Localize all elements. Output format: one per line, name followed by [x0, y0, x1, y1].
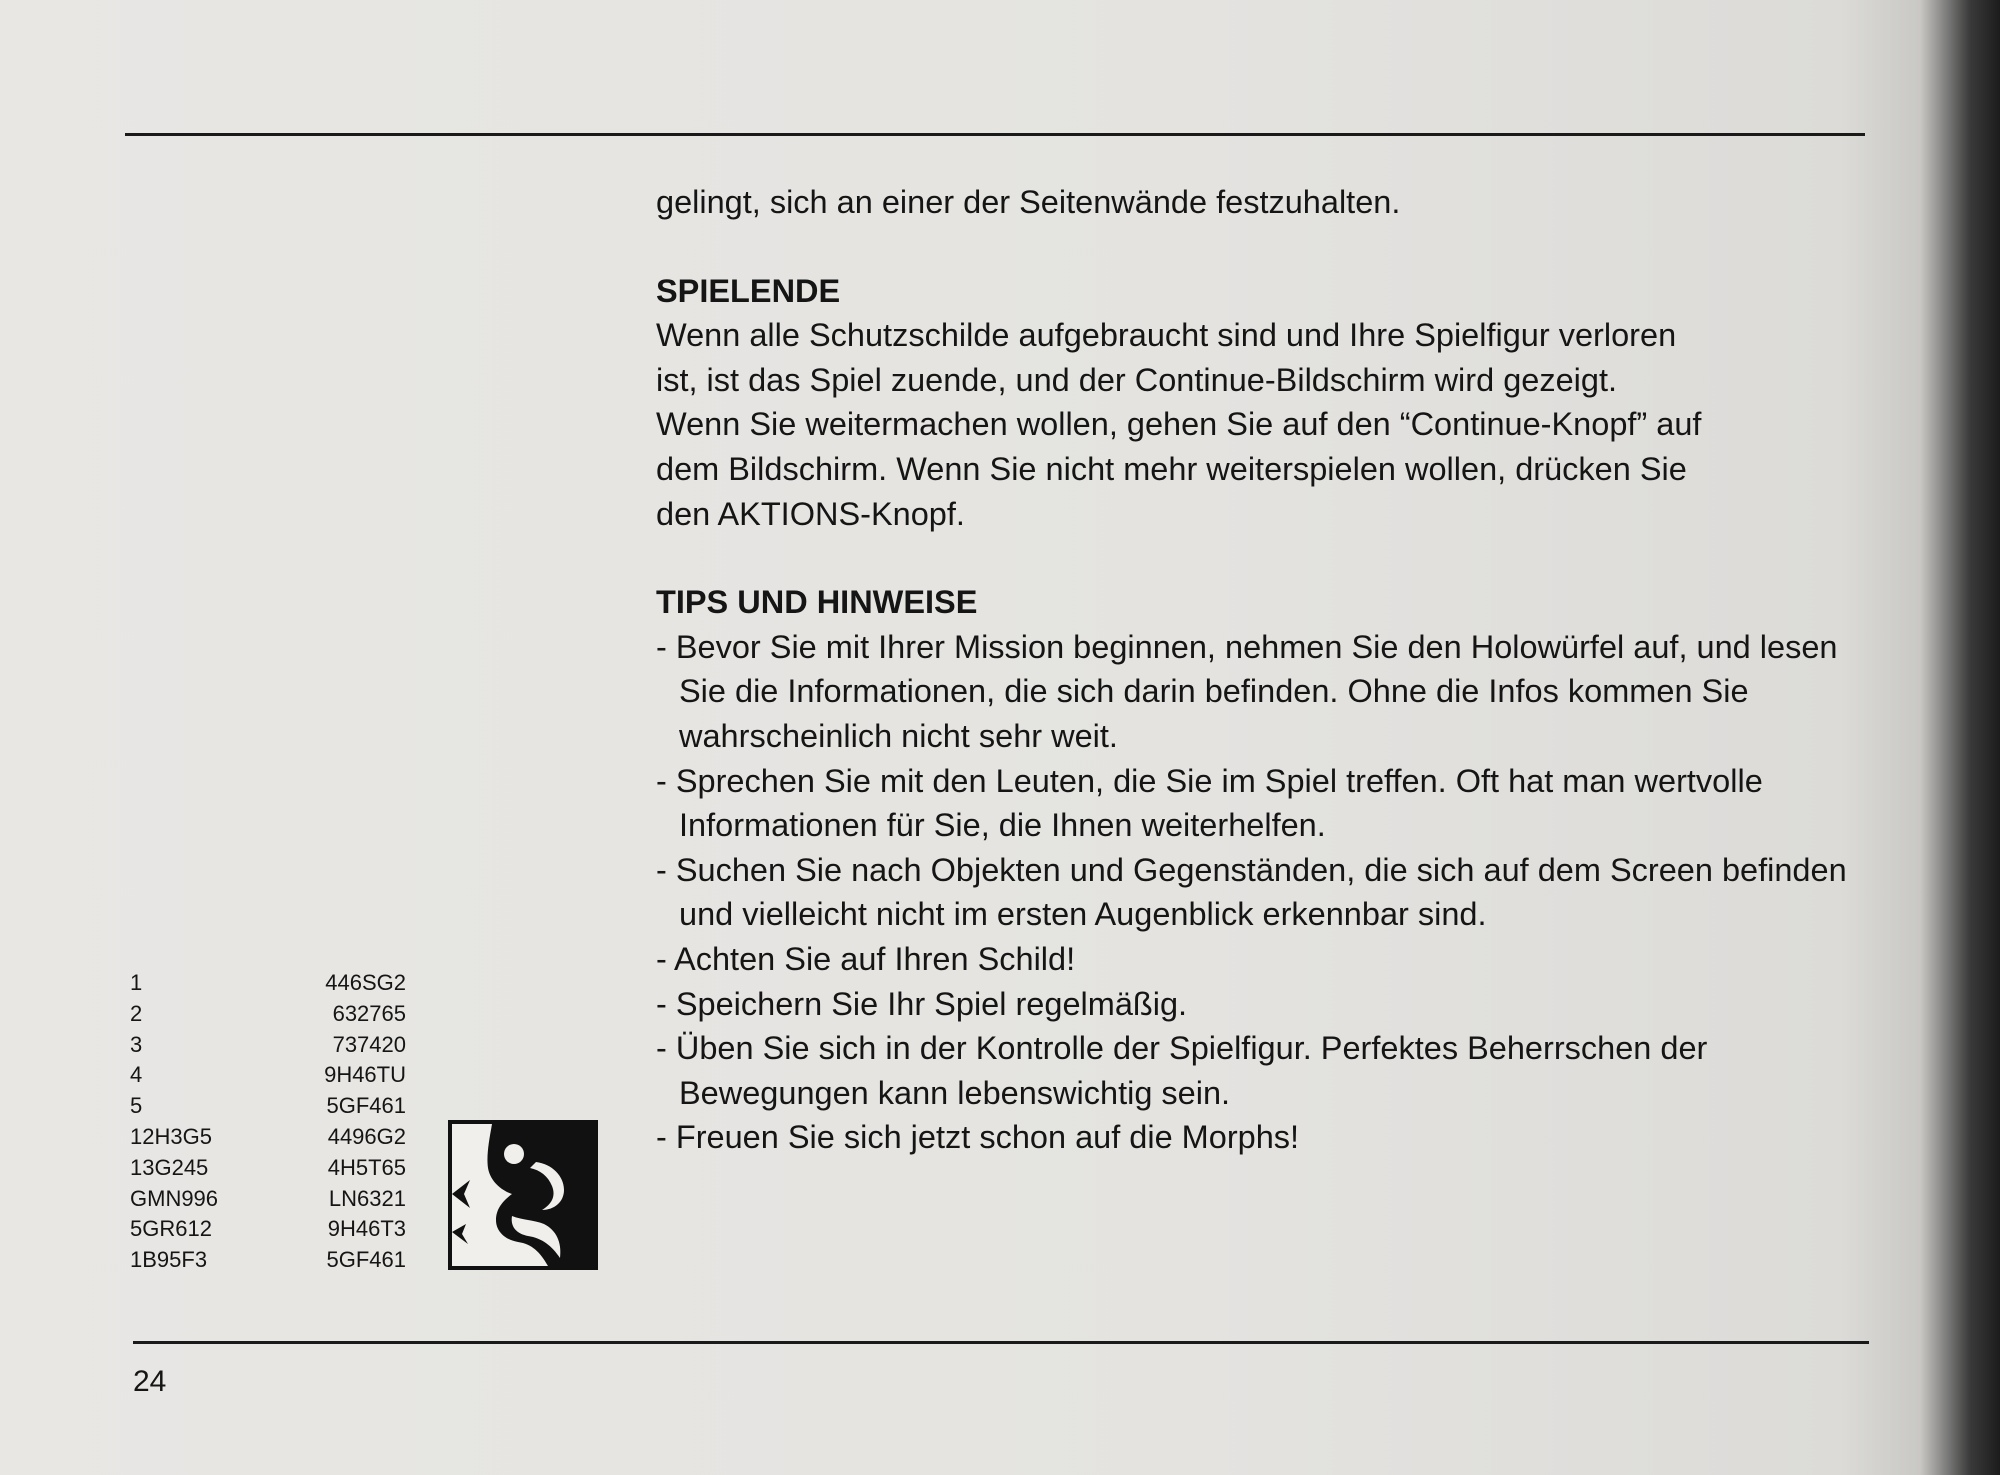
tip-6: - Üben Sie sich in der Kontrolle der Spielfigur. Perfektes Beherrschen der Bewegungen kann lebenswichtig sein. [656, 1030, 1708, 1111]
morph-logo-icon [448, 1120, 598, 1270]
level-code: 4H5T65 [327, 1154, 406, 1180]
main-text-column [656, 180, 1886, 1160]
spielende-line-3: Wenn Sie weitermachen wollen, gehen Sie auf den “Continue-Knopf” auf [656, 406, 1702, 443]
code-row [130, 1030, 406, 1061]
tip-1: - Bevor Sie mit Ihrer Mission beginnen, nehmen Sie den Holowürfel auf, und lesen Sie die Informationen, die sich darin befinden. Ohne die Infos kommen Sie wahrscheinlich nicht sehr weit. [656, 628, 1838, 754]
tip-2: - Sprechen Sie mit den Leuten, die Sie im Spiel treffen. Oft hat man wertvolle Informationen für Sie, die Ihnen weiterhelfen. [656, 762, 1763, 844]
level-number: 2 [130, 1000, 143, 1026]
top-rule [125, 133, 1865, 136]
tip-7: - Freuen Sie sich jetzt schon auf die Morphs! [656, 1119, 1300, 1156]
tip-3: - Suchen Sie nach Objekten und Gegenständen, die sich auf dem Screen befinden und vielleicht nicht im ersten Augenblick erkennbar sind. [656, 851, 1847, 933]
page-number: 24 [133, 1365, 167, 1398]
level-code: 9H46T3 [327, 1216, 406, 1242]
level-code: LN6321 [328, 1185, 406, 1211]
code-row [130, 1091, 406, 1122]
level-code: 5GF461 [326, 1093, 406, 1119]
level-number: 5 [130, 1093, 143, 1119]
level-code: 632765 [332, 1000, 406, 1026]
morph-logo-graphic [452, 1124, 594, 1266]
level-code: 9H46TU [324, 1062, 406, 1088]
tip-4: - Achten Sie auf Ihren Schild! [656, 940, 1076, 977]
code-row [130, 1060, 406, 1091]
spielende-line-4: dem Bildschirm. Wenn Sie nicht mehr weiterspielen wollen, drücken Sie [656, 450, 1687, 487]
level-number: 1 [130, 970, 143, 995]
level-number: 1B95F3 [130, 1247, 208, 1273]
heading-tips: TIPS UND HINWEISE [656, 584, 978, 621]
code-row [130, 1245, 406, 1276]
level-number: 13G245 [130, 1154, 209, 1180]
spielende-line-5: den AKTIONS-Knopf. [656, 495, 965, 532]
code-row [130, 999, 406, 1030]
level-code: 5GF461 [326, 1247, 406, 1273]
code-row [130, 1214, 406, 1245]
level-number: 5GR612 [130, 1216, 212, 1242]
code-row [130, 1122, 406, 1153]
level-codes-list [130, 968, 406, 1276]
code-row [130, 1184, 406, 1215]
level-number: GMN996 [130, 1185, 219, 1211]
level-code: 737420 [332, 1031, 406, 1057]
spielende-line-1: Wenn alle Schutzschilde aufgebraucht sind und Ihre Spielfigur verloren [656, 317, 1677, 354]
bottom-rule [133, 1341, 1869, 1344]
level-number: 4 [130, 1062, 143, 1088]
tip-5: - Speichern Sie Ihr Spiel regelmäßig. [656, 985, 1188, 1022]
code-row [130, 1153, 406, 1184]
intro-line: gelingt, sich an einer der Seitenwände festzuhalten. [656, 184, 1401, 220]
level-code: 4496G2 [327, 1123, 406, 1149]
code-row [130, 968, 406, 999]
level-code: 446SG2 [325, 970, 406, 995]
level-number: 3 [130, 1031, 143, 1057]
heading-spielende: SPIELENDE [656, 272, 841, 309]
spielende-line-2: ist, ist das Spiel zuende, und der Continue-Bildschirm wird gezeigt. [656, 361, 1618, 398]
level-number: 12H3G5 [130, 1123, 212, 1149]
